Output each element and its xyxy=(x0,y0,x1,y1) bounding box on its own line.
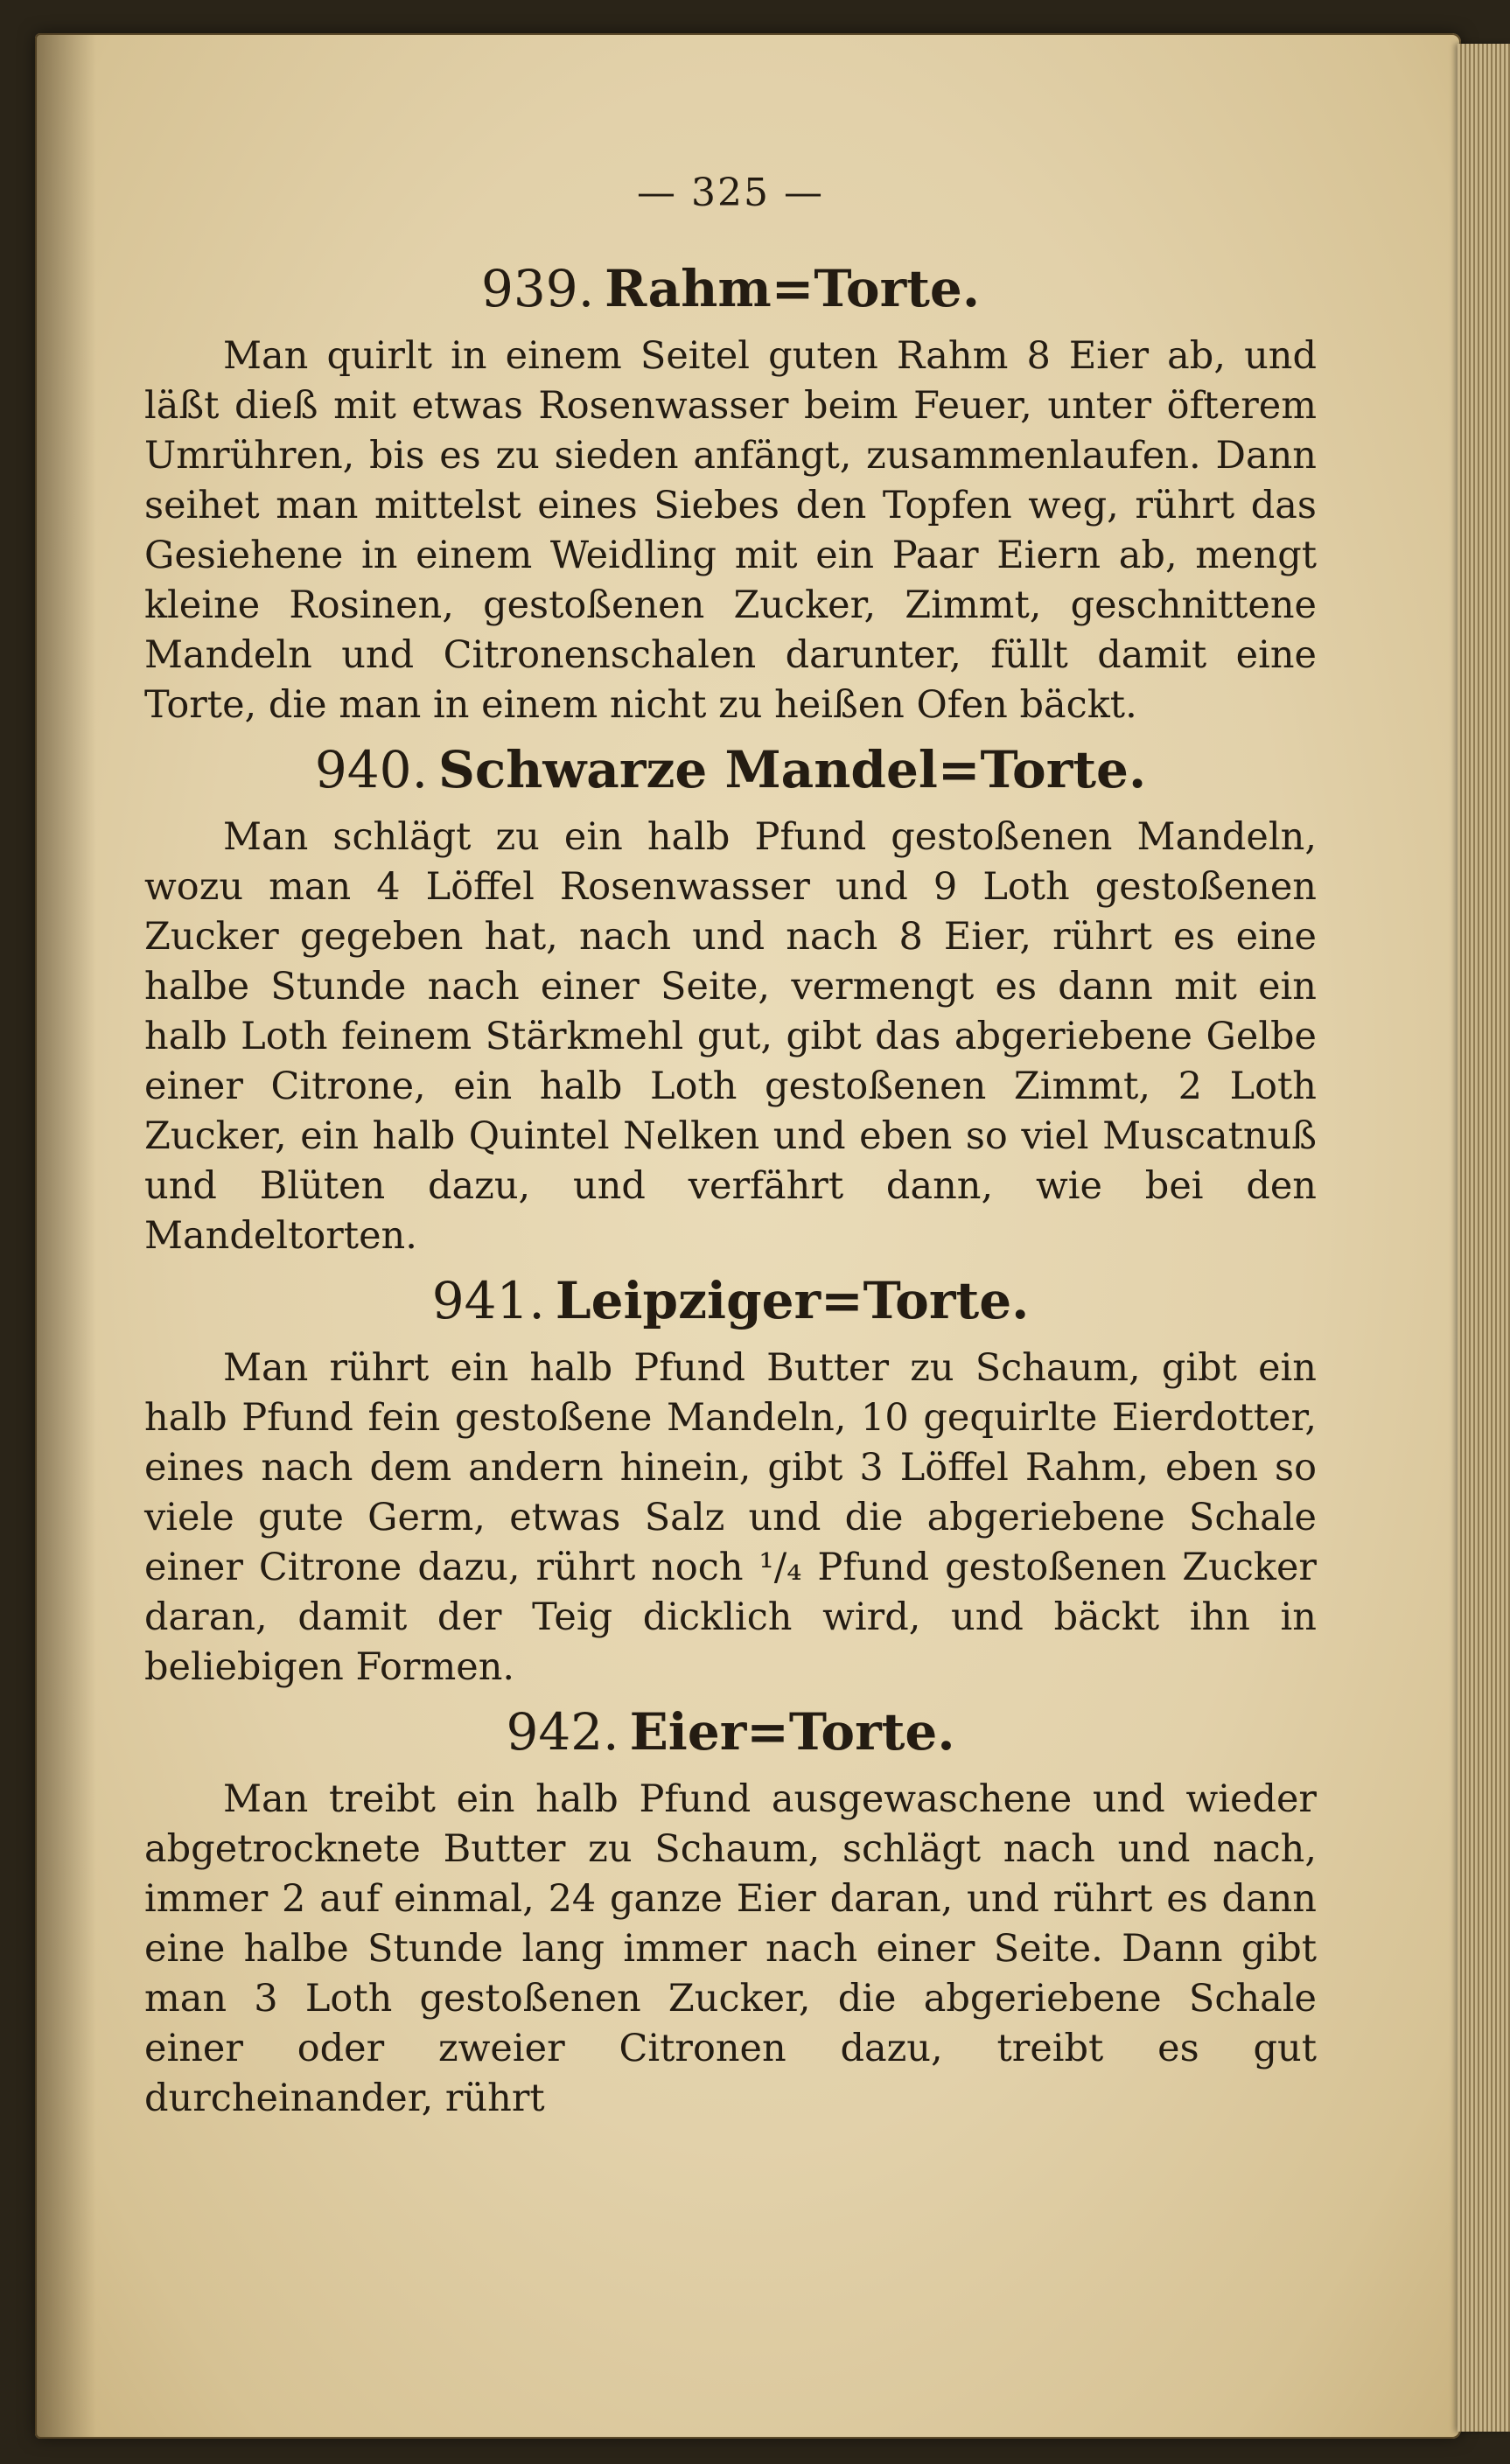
page-content xyxy=(144,171,1317,2129)
recipe-title xyxy=(144,1267,1317,1335)
recipe-number: 939. xyxy=(480,259,595,318)
recipe-939 xyxy=(144,255,1317,730)
recipe-940 xyxy=(144,736,1317,1261)
recipe-number: 942. xyxy=(506,1702,619,1762)
recipe-title-text: Rahm=Torte. xyxy=(605,259,981,318)
recipe-title xyxy=(144,736,1317,804)
recipe-text: Man rührt ein halb Pfund Butter zu Schaum, gibt ein halb Pfund fein gestoßene Mandeln, 10 gequirlte Eierdotter, eines nach dem andern hinein, gibt 3 Löffel Rahm, eben so viele gute Germ, etwas Salz und die abgeriebene Schale einer Citrone dazu, rührt noch ¹/₄ Pfund gestoßenen Zucker daran, damit der Teig dicklich wird, und bäckt ihn in beliebigen Formen. xyxy=(144,1346,1317,1689)
recipe-text: Man schlägt zu ein halb Pfund gestoßenen Mandeln, wozu man 4 Löffel Rosenwasser und 9 Loth gestoßenen Zucker gegeben hat, nach und nach 8 Eier, rührt es eine halbe Stunde nach einer Seite, vermengt es dann mit ein halb Loth feinem Stärkmehl gut, gibt das abgeriebene Gelbe einer Citrone, ein halb Loth gestoßenen Zimmt, 2 Loth Zucker, ein halb Quintel Nelken und eben so viel Muscatnuß und Blüten dazu, und verfährt dann, wie bei den Mandeltorten. xyxy=(144,815,1317,1258)
page-number: — 325 — xyxy=(637,171,824,215)
recipe-text: Man treibt ein halb Pfund ausgewaschene und wieder abgetrocknete Butter zu Schaum, schlägt nach und nach, immer 2 auf einmal, 24 ganze Eier daran, und rührt es dann eine halbe Stunde lang immer nach einer Seite. Dann gibt man 3 Loth gestoßenen Zucker, die abgeriebene Schale einer oder zweier Citronen dazu, treibt es gut durcheinander, rührt xyxy=(144,1777,1317,2120)
recipe-number: 940. xyxy=(314,740,428,799)
recipe-941 xyxy=(144,1267,1317,1693)
recipe-text: Man quirlt in einem Seitel guten Rahm 8 Eier ab, und läßt dieß mit etwas Rosenwasser beim Feuer, unter öfterem Umrühren, bis es zu sieden anfängt, zusammenlaufen. Dann seihet man mittelst eines Siebes den Topfen weg, rührt das Gesiehene in einem Weidling mit ein Paar Eiern ab, mengt kleine Rosinen, gestoßenen Zucker, Zimmt, geschnittene Mandeln und Citronenschalen darunter, füllt damit eine Torte, die man in einem nicht zu heißen Ofen bäckt. xyxy=(144,334,1317,727)
page-edges xyxy=(1458,44,1510,2432)
recipe-title xyxy=(144,255,1317,323)
recipe-title-text: Leipziger=Torte. xyxy=(555,1271,1030,1330)
recipe-title-text: Eier=Torte. xyxy=(629,1702,955,1762)
recipe-942 xyxy=(144,1698,1317,2124)
recipe-number: 941. xyxy=(431,1271,545,1330)
recipe-title xyxy=(144,1698,1317,1766)
recipe-title-text: Schwarze Mandel=Torte. xyxy=(438,740,1147,799)
page-gutter xyxy=(35,33,96,2439)
